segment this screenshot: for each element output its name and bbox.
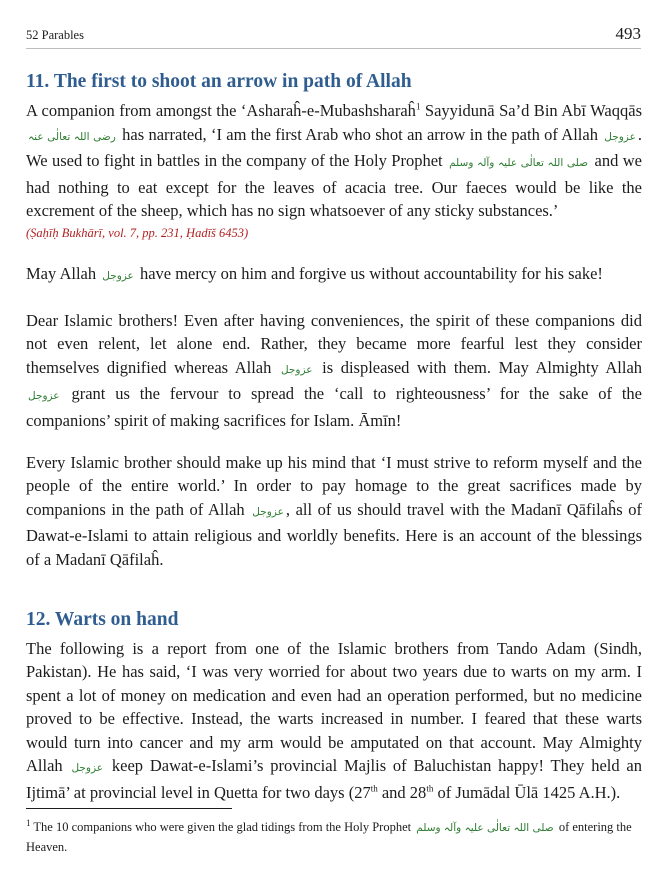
arabic-honorific: رضی اللہ تعالٰی عنہ — [28, 130, 116, 143]
page-header — [26, 24, 641, 49]
section-11-paragraph-3: Dear Islamic brothers! Even after having conveniences, the spirit of these companions did not even relent, let alone end. Rather, they became more fearful lest they consider themselves dignified whereas Allah عزوجل is displeased with them. May Almighty Allah عزوجل grant us the fervour to spread the ‘call to righteousness’ for the sake of the companions’ spirit of making sacrifices for Islam. Āmīn! — [26, 310, 643, 430]
section-12-heading: 12. Warts on hand — [26, 608, 179, 630]
section-11-heading: 11. The first to shoot an arrow in path of Allah — [26, 71, 412, 92]
page-content — [26, 70, 642, 805]
footnote-number: 1 — [26, 817, 31, 828]
footnote: $^1$ The 10 companions who were given the glad tidings from the Holy Prophet صلی اللہ تعالٰی علیہ وآلہ وسلم of entering the Heaven. — [26, 817, 632, 854]
section-11-paragraph-2: May Allah عزوجل have mercy on him and forgive us without accountability for his sake! — [26, 263, 603, 283]
arabic-honorific: عزوجل — [252, 505, 284, 518]
arabic-honorific: عزوجل — [28, 390, 60, 403]
section-11-paragraph-4: Every Islamic brother should make up his mind that ‘I must strive to reform myself and the people of the entire world.’ In order to pay homage to the great sacrifices made by companions in the path of Allah عزوجل , all of us should travel with the Madanī Qāfilaĥs of Dawat-e-Islami to attain religious and worldly benefits. Here is an account of the blessings of a Madanī Qāfilaĥ. — [26, 452, 643, 569]
arabic-honorific: عزوجل — [280, 363, 313, 376]
arabic-honorific: عزوجل — [102, 269, 134, 282]
hadith-reference: (Ṣaḥīḥ Bukhārī, vol. 7, pp. 231, Ḥadīš 6453) — [26, 225, 249, 240]
footnote-marker: 1 — [415, 101, 421, 112]
arabic-honorific: عزوجل — [604, 130, 636, 143]
running-title: 52 Parables — [26, 28, 84, 42]
arabic-honorific: صلی اللہ تعالٰی علیہ وآلہ وسلم — [449, 157, 589, 170]
arabic-honorific: صلی اللہ تعالٰی علیہ وآلہ وسلم — [416, 822, 554, 834]
arabic-honorific: عزوجل — [71, 762, 104, 775]
footnote-divider — [26, 808, 232, 809]
section-12-paragraph-1: The following is a report from one of the Islamic brothers from Tando Adam (Sindh, Pakistan). He has said, ‘I was very worried for about two years due to warts on my arm. I spent a lot of money on medication and even had an operation performed, but no medicine proved to be effective. Instead, the warts increased in number. I feared that these warts would turn into cancer and my arm would be amputated on that account. May Almighty Allah عزوجل keep Dawat-e-Islami’s provincial Majlis of Baluchistan happy! They held an Ijtimā’ at provincial level in Quetta for two days (27th and 28th of Jumādal Ūlā 1425 A.H.). — [26, 638, 643, 803]
section-11-paragraph-1: A companion from amongst the ‘Asharaĥ-e-Mubashsharaĥ$^1$ Sayyidunā Sa’d Bin Abī Waqqās رضی اللہ تعالٰی عنہ has narrated, ‘I am the first Arab who shot an arrow in the path of Allah عزوجل . We used to fight in battles in the company of the Holy Prophet صلی اللہ تعالٰی علیہ وآلہ وسلم and we had nothing to eat except for the leaves of acacia tree. Our faeces would be like the excrement of the sheep, which has no sign whatsoever of any sticky substances.’ — [26, 101, 642, 221]
page-number: 493 — [615, 24, 641, 43]
